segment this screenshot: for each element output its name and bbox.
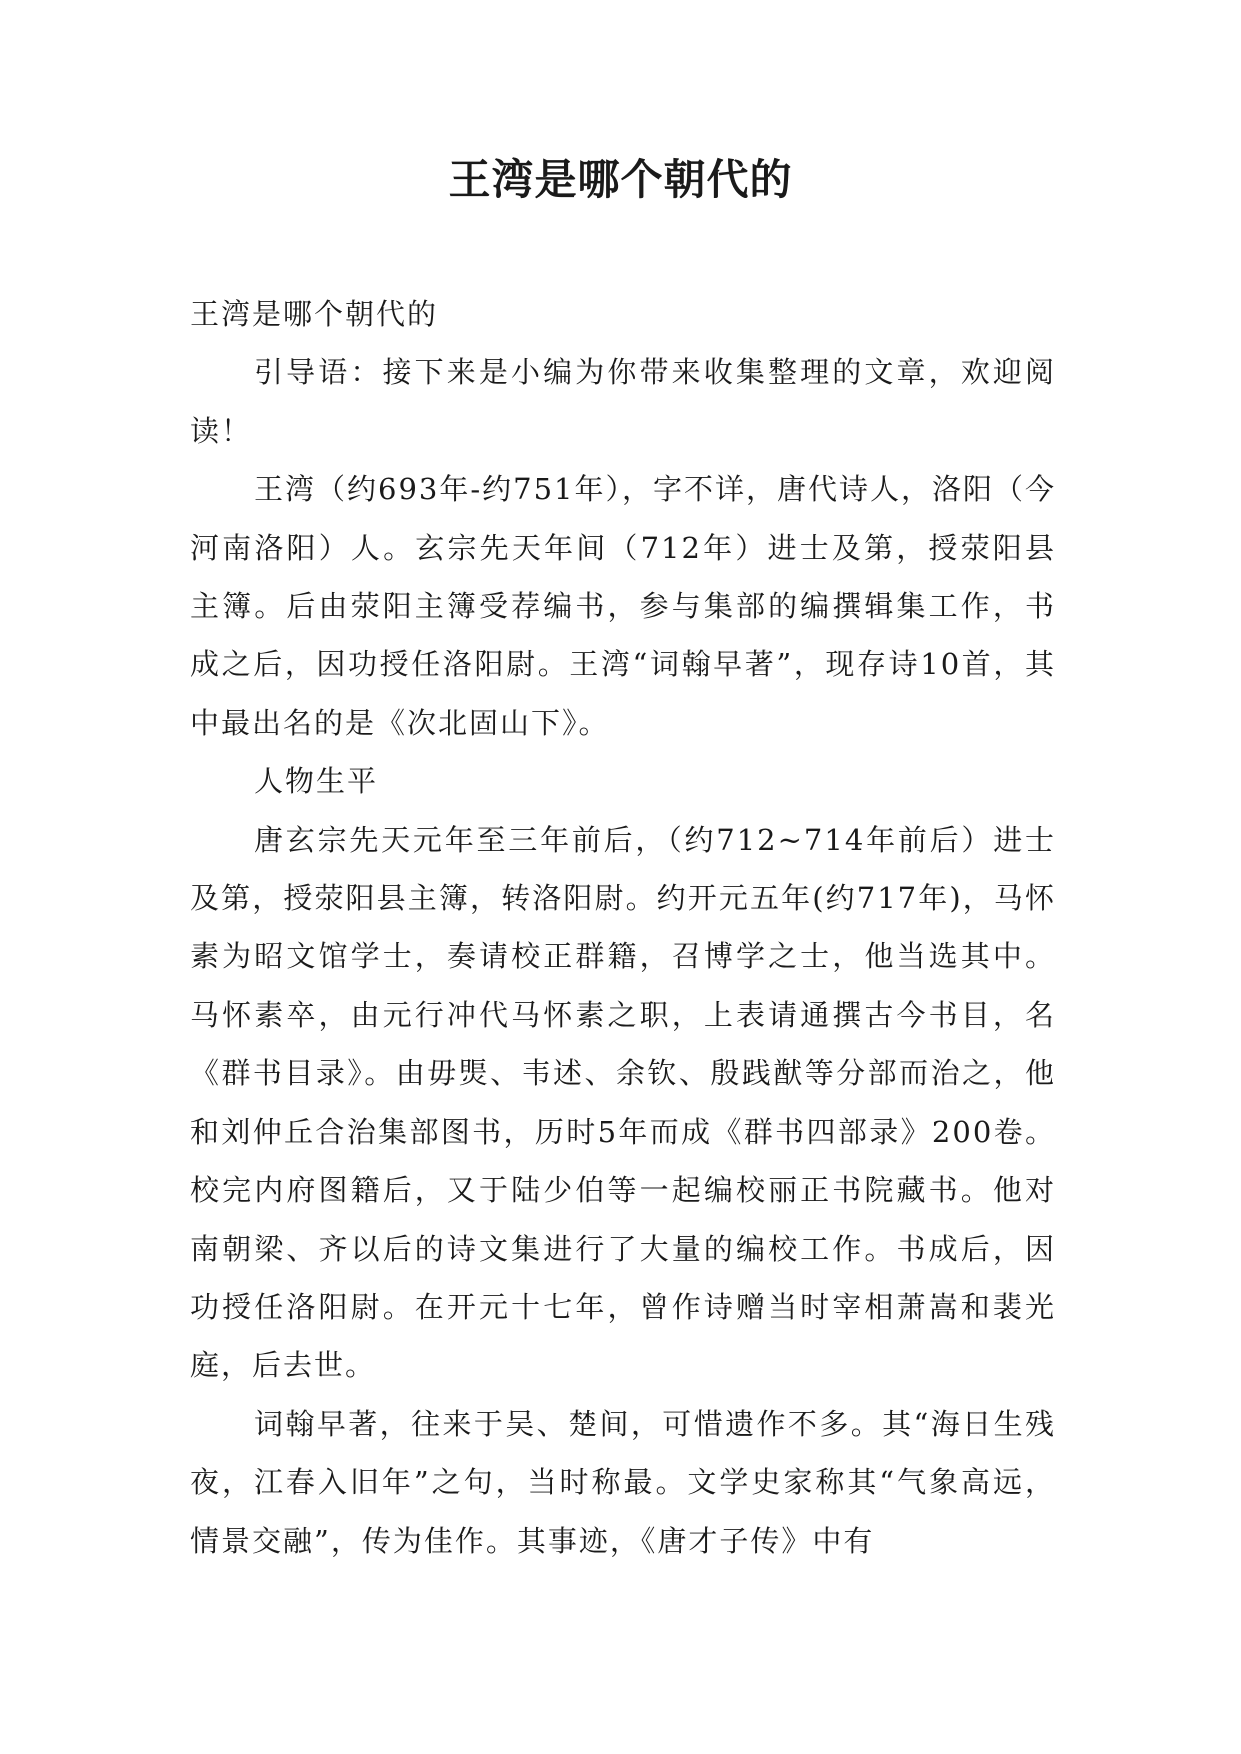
life-paragraph: 唐玄宗先天元年至三年前后，（约712~714年前后）进士及第，授荥阳县主簿，转洛阳尉。约开元五年(约717年)，马怀素为昭文馆学士，奏请校正群籍，召博学之士，他当选其中。马怀素卒，由元行冲代马怀素之职，上表请通撰古今书目，名《群书目录》。由毋煚、韦述、余钦、殷践猷等分部而治之，他和刘仲丘合治集部图书，历时5年而成《群书四部录》200卷。校完内府图籍后，又于陆少伯等一起编校丽正书院藏书。他对南朝梁、齐以后的诗文集进行了大量的编校工作。书成后，因功授任洛阳尉。在开元十七年，曾作诗赠当时宰相萧嵩和裴光庭，后去世。: [190, 822, 1056, 1383]
subtitle-paragraph: 王湾是哪个朝代的: [190, 297, 439, 331]
document-title: 王湾是哪个朝代的: [448, 155, 793, 204]
legacy-paragraph: 词翰早著，往来于吴、楚间，可惜遗作不多。其“海日生残夜，江春入旧年”之句，当时称最。文学史家称其“气象高远，情景交融”，传为佳作。其事迹，《唐才子传》中有: [190, 1406, 1056, 1558]
bio-summary-paragraph: 王湾（约693年-约751年），字不详，唐代诗人，洛阳（今河南洛阳）人。玄宗先天年间（712年）进士及第，授荥阳县主簿。后由荥阳主簿受荐编书，参与集部的编撰辑集工作，书成之后，因功授任洛阳尉。王湾“词翰早著”，现存诗10首，其中最出名的是《次北固山下》。: [190, 472, 1057, 740]
section-heading: 人物生平: [254, 764, 379, 799]
intro-paragraph: 引导语：接下来是小编为你带来收集整理的文章，欢迎阅读！: [190, 355, 1056, 448]
document-body: [190, 285, 1056, 1570]
